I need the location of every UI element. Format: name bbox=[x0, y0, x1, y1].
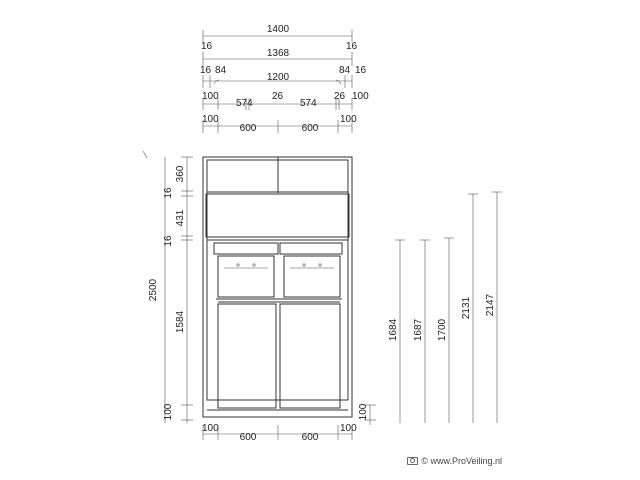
top-dimension-row-5 bbox=[202, 114, 357, 134]
dim-16-left-seg-2: 16 bbox=[163, 235, 174, 247]
dim-16-right: 16 bbox=[346, 41, 358, 52]
cabinet bbox=[203, 157, 352, 417]
dim-1368: 1368 bbox=[266, 48, 290, 59]
oven-right bbox=[284, 256, 340, 297]
bottom-dimension-row bbox=[202, 423, 357, 443]
dim-1687: 1687 bbox=[413, 318, 424, 342]
cabinet-inner-outline bbox=[207, 160, 348, 400]
oven-left-knob-1 bbox=[237, 264, 239, 266]
cabinet-outline bbox=[203, 157, 352, 417]
dim-100-bottom-right: 100 bbox=[340, 423, 357, 434]
left-segment-dimensions bbox=[163, 157, 193, 423]
dim-100-bottom-left: 100 bbox=[202, 423, 219, 434]
watermark-text: © www.ProVeiling.nl bbox=[421, 456, 502, 466]
dim-26-mid: 26 bbox=[272, 91, 284, 102]
lower-door-left bbox=[218, 304, 276, 408]
dim-600-bottom-left: 600 bbox=[239, 432, 257, 443]
dim-2147: 2147 bbox=[485, 293, 496, 317]
dim-100-right-plinth: 100 bbox=[358, 403, 369, 421]
dim-2500: 2500 bbox=[148, 278, 159, 302]
dim-100-left-plinth: 100 bbox=[163, 403, 174, 421]
oven-left bbox=[218, 256, 274, 297]
dim-84-right: 84 bbox=[339, 65, 351, 76]
top-dimension-row-1 bbox=[203, 24, 352, 42]
left-total-dimension bbox=[143, 151, 165, 423]
oven-left-knob-2 bbox=[253, 264, 255, 266]
top-dimension-row-4 bbox=[202, 91, 369, 110]
right-height-dimensions bbox=[388, 192, 502, 423]
dim-360: 360 bbox=[175, 165, 186, 183]
middle-niche bbox=[206, 194, 349, 237]
oven-right-knob-1 bbox=[303, 264, 305, 266]
dim-16-left: 16 bbox=[201, 41, 213, 52]
dim-1400: 1400 bbox=[266, 24, 290, 35]
dim-1584: 1584 bbox=[175, 310, 186, 334]
dim-600-left-r5: 600 bbox=[239, 123, 257, 134]
watermark bbox=[407, 456, 502, 466]
top-dimension-row-2 bbox=[201, 41, 358, 66]
dim-574-right: 574 bbox=[300, 98, 317, 109]
dim-100-left: 100 bbox=[202, 91, 219, 102]
oven-right-knob-2 bbox=[319, 264, 321, 266]
dim-84-left: 84 bbox=[215, 65, 227, 76]
dim-100-right-r5: 100 bbox=[340, 114, 357, 125]
dim-100-left-r5: 100 bbox=[202, 114, 219, 125]
dim-1684: 1684 bbox=[388, 318, 399, 342]
camera-icon bbox=[407, 457, 418, 465]
dim-16-right-b: 16 bbox=[355, 65, 367, 76]
dim-600-bottom-right: 600 bbox=[301, 432, 319, 443]
top-dimension-row-3 bbox=[200, 65, 367, 88]
dim-574-left: 574 bbox=[236, 98, 253, 109]
drawer-right bbox=[280, 243, 342, 254]
dim-600-right-r5: 600 bbox=[301, 123, 319, 134]
right-plinth-dimension bbox=[358, 403, 376, 425]
dim-16-left-b: 16 bbox=[200, 65, 212, 76]
dim-16-left-seg-1: 16 bbox=[163, 187, 174, 199]
dim-1700: 1700 bbox=[437, 318, 448, 342]
dim-26-right: 26 bbox=[334, 91, 346, 102]
dim-2131: 2131 bbox=[461, 296, 472, 320]
dim-1200: 1200 bbox=[266, 72, 290, 83]
lower-door-right bbox=[280, 304, 340, 408]
dim-100-right: 100 bbox=[352, 91, 369, 102]
drawer-left bbox=[214, 243, 278, 254]
dim-431: 431 bbox=[175, 209, 186, 227]
